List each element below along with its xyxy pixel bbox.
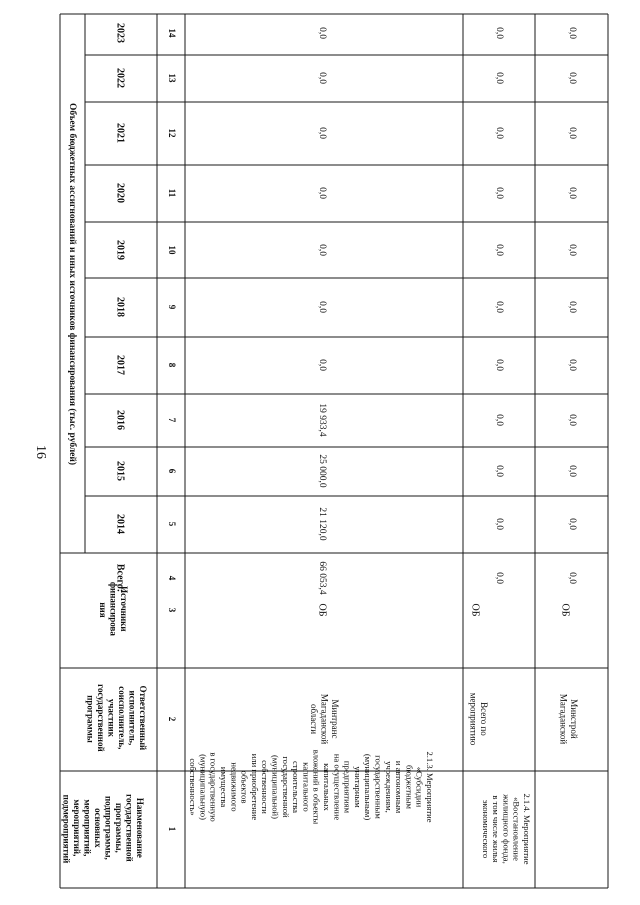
column-number-6: 6: [166, 468, 177, 474]
row2-value: 0,0: [493, 359, 504, 371]
header-total: Всего:: [114, 563, 126, 593]
column-number-1: 1: [166, 826, 177, 832]
header-col1: Наименование государственной программы, подпрограммы, основных мероприятий, мероприятий, подмероприятий: [61, 794, 145, 864]
header-year-2018: 2018: [114, 297, 126, 317]
row1-value: 0,0: [316, 359, 327, 371]
column-number-9: 9: [166, 304, 177, 310]
header-year-2019: 2019: [114, 240, 126, 260]
row1-value: 0,0: [316, 301, 327, 313]
header-year-2016: 2016: [114, 410, 126, 430]
row3-value: 0,0: [566, 187, 577, 199]
page-number-label: 16: [32, 445, 48, 459]
row2-value: 0,0: [493, 72, 504, 84]
column-number-2: 2: [166, 716, 177, 722]
header-year-2020: 2020: [114, 183, 126, 203]
row1-value: 66 053,4: [316, 561, 327, 595]
row3-value: 0,0: [566, 465, 577, 477]
row1-value: 0,0: [316, 127, 327, 139]
row3-value: 0,0: [566, 359, 577, 371]
row3-value: 0,0: [566, 518, 577, 530]
row2-value: 0,0: [493, 465, 504, 477]
row2-value: 0,0: [493, 244, 504, 256]
row2-value: 0,0: [493, 187, 504, 199]
row3-executor: МинстройМагаданской: [558, 693, 579, 745]
row2-value: 0,0: [493, 572, 504, 584]
column-number-8: 8: [166, 362, 177, 368]
row1-value: 21 120,0: [316, 507, 327, 541]
row1-value: 25 000,0: [316, 454, 327, 488]
row1-value: 0,0: [316, 244, 327, 256]
header-col2: Ответственный исполнитель, соисполнитель, участник государственной программы: [85, 684, 148, 752]
row3-value: 0,0: [566, 414, 577, 426]
row2-value: 0,0: [493, 127, 504, 139]
row3-source: ОБ: [559, 603, 571, 617]
header-year-2015: 2015: [114, 461, 126, 481]
header-year-2021: 2021: [114, 123, 126, 143]
row3-value: 0,0: [566, 27, 577, 39]
header-year-2017: 2017: [114, 355, 126, 375]
row2-value: 0,0: [493, 27, 504, 39]
header-col3: Источники финансирова ния: [98, 581, 129, 636]
row1-value: 19 933,4: [316, 403, 327, 437]
row2-source: ОБ: [469, 603, 481, 617]
row1-value: 0,0: [316, 27, 327, 39]
column-number-11: 11: [166, 188, 177, 198]
row1-value: 0,0: [316, 72, 327, 84]
header-year-2023: 2023: [114, 23, 126, 43]
column-number-3: 3: [166, 607, 177, 613]
column-number-7: 7: [166, 417, 177, 423]
row1-executor: МинтрансМагаданскойобласти: [309, 693, 340, 745]
row3-value: 0,0: [566, 244, 577, 256]
column-number-4: 4: [166, 575, 177, 581]
row2-name: 2.1.4. Мероприятие«Восстановлениежилищного фонда,в том числе жильяэкономического: [480, 793, 532, 865]
header-group-title: Объем бюджетных ассигнований и иных источников финансирования (тыс. рублей): [66, 102, 77, 466]
row3-value: 0,0: [566, 572, 577, 584]
column-number-14: 14: [166, 28, 177, 38]
column-number-5: 5: [166, 521, 177, 527]
row3-value: 0,0: [566, 301, 577, 313]
row1-value: 0,0: [316, 187, 327, 199]
row3-value: 0,0: [566, 127, 577, 139]
row2-value: 0,0: [493, 518, 504, 530]
row1-source: ОБ: [316, 603, 328, 617]
row2-executor: Всего помероприятию: [468, 692, 489, 746]
header-year-2014: 2014: [114, 514, 126, 534]
row2-value: 0,0: [493, 414, 504, 426]
row3-value: 0,0: [566, 72, 577, 84]
row1-name: 2.1.3. Мероприятие«Субсидиибюджетными автономнымучреждениям,государственным(муниципальным)унитарнымпредприятиямна осуществлениекапитальныхвложений в объектыкапитальногостроительствагосударственной(муниципальной)собственностиили приобретениеобъектовнедвижимогоимуществав государственную(муниципальную)собственность»: [188, 749, 435, 825]
column-number-13: 13: [166, 73, 177, 83]
row2-value: 0,0: [493, 301, 504, 313]
column-number-10: 10: [166, 245, 177, 255]
column-number-12: 12: [166, 128, 177, 138]
header-year-2022: 2022: [114, 68, 126, 88]
